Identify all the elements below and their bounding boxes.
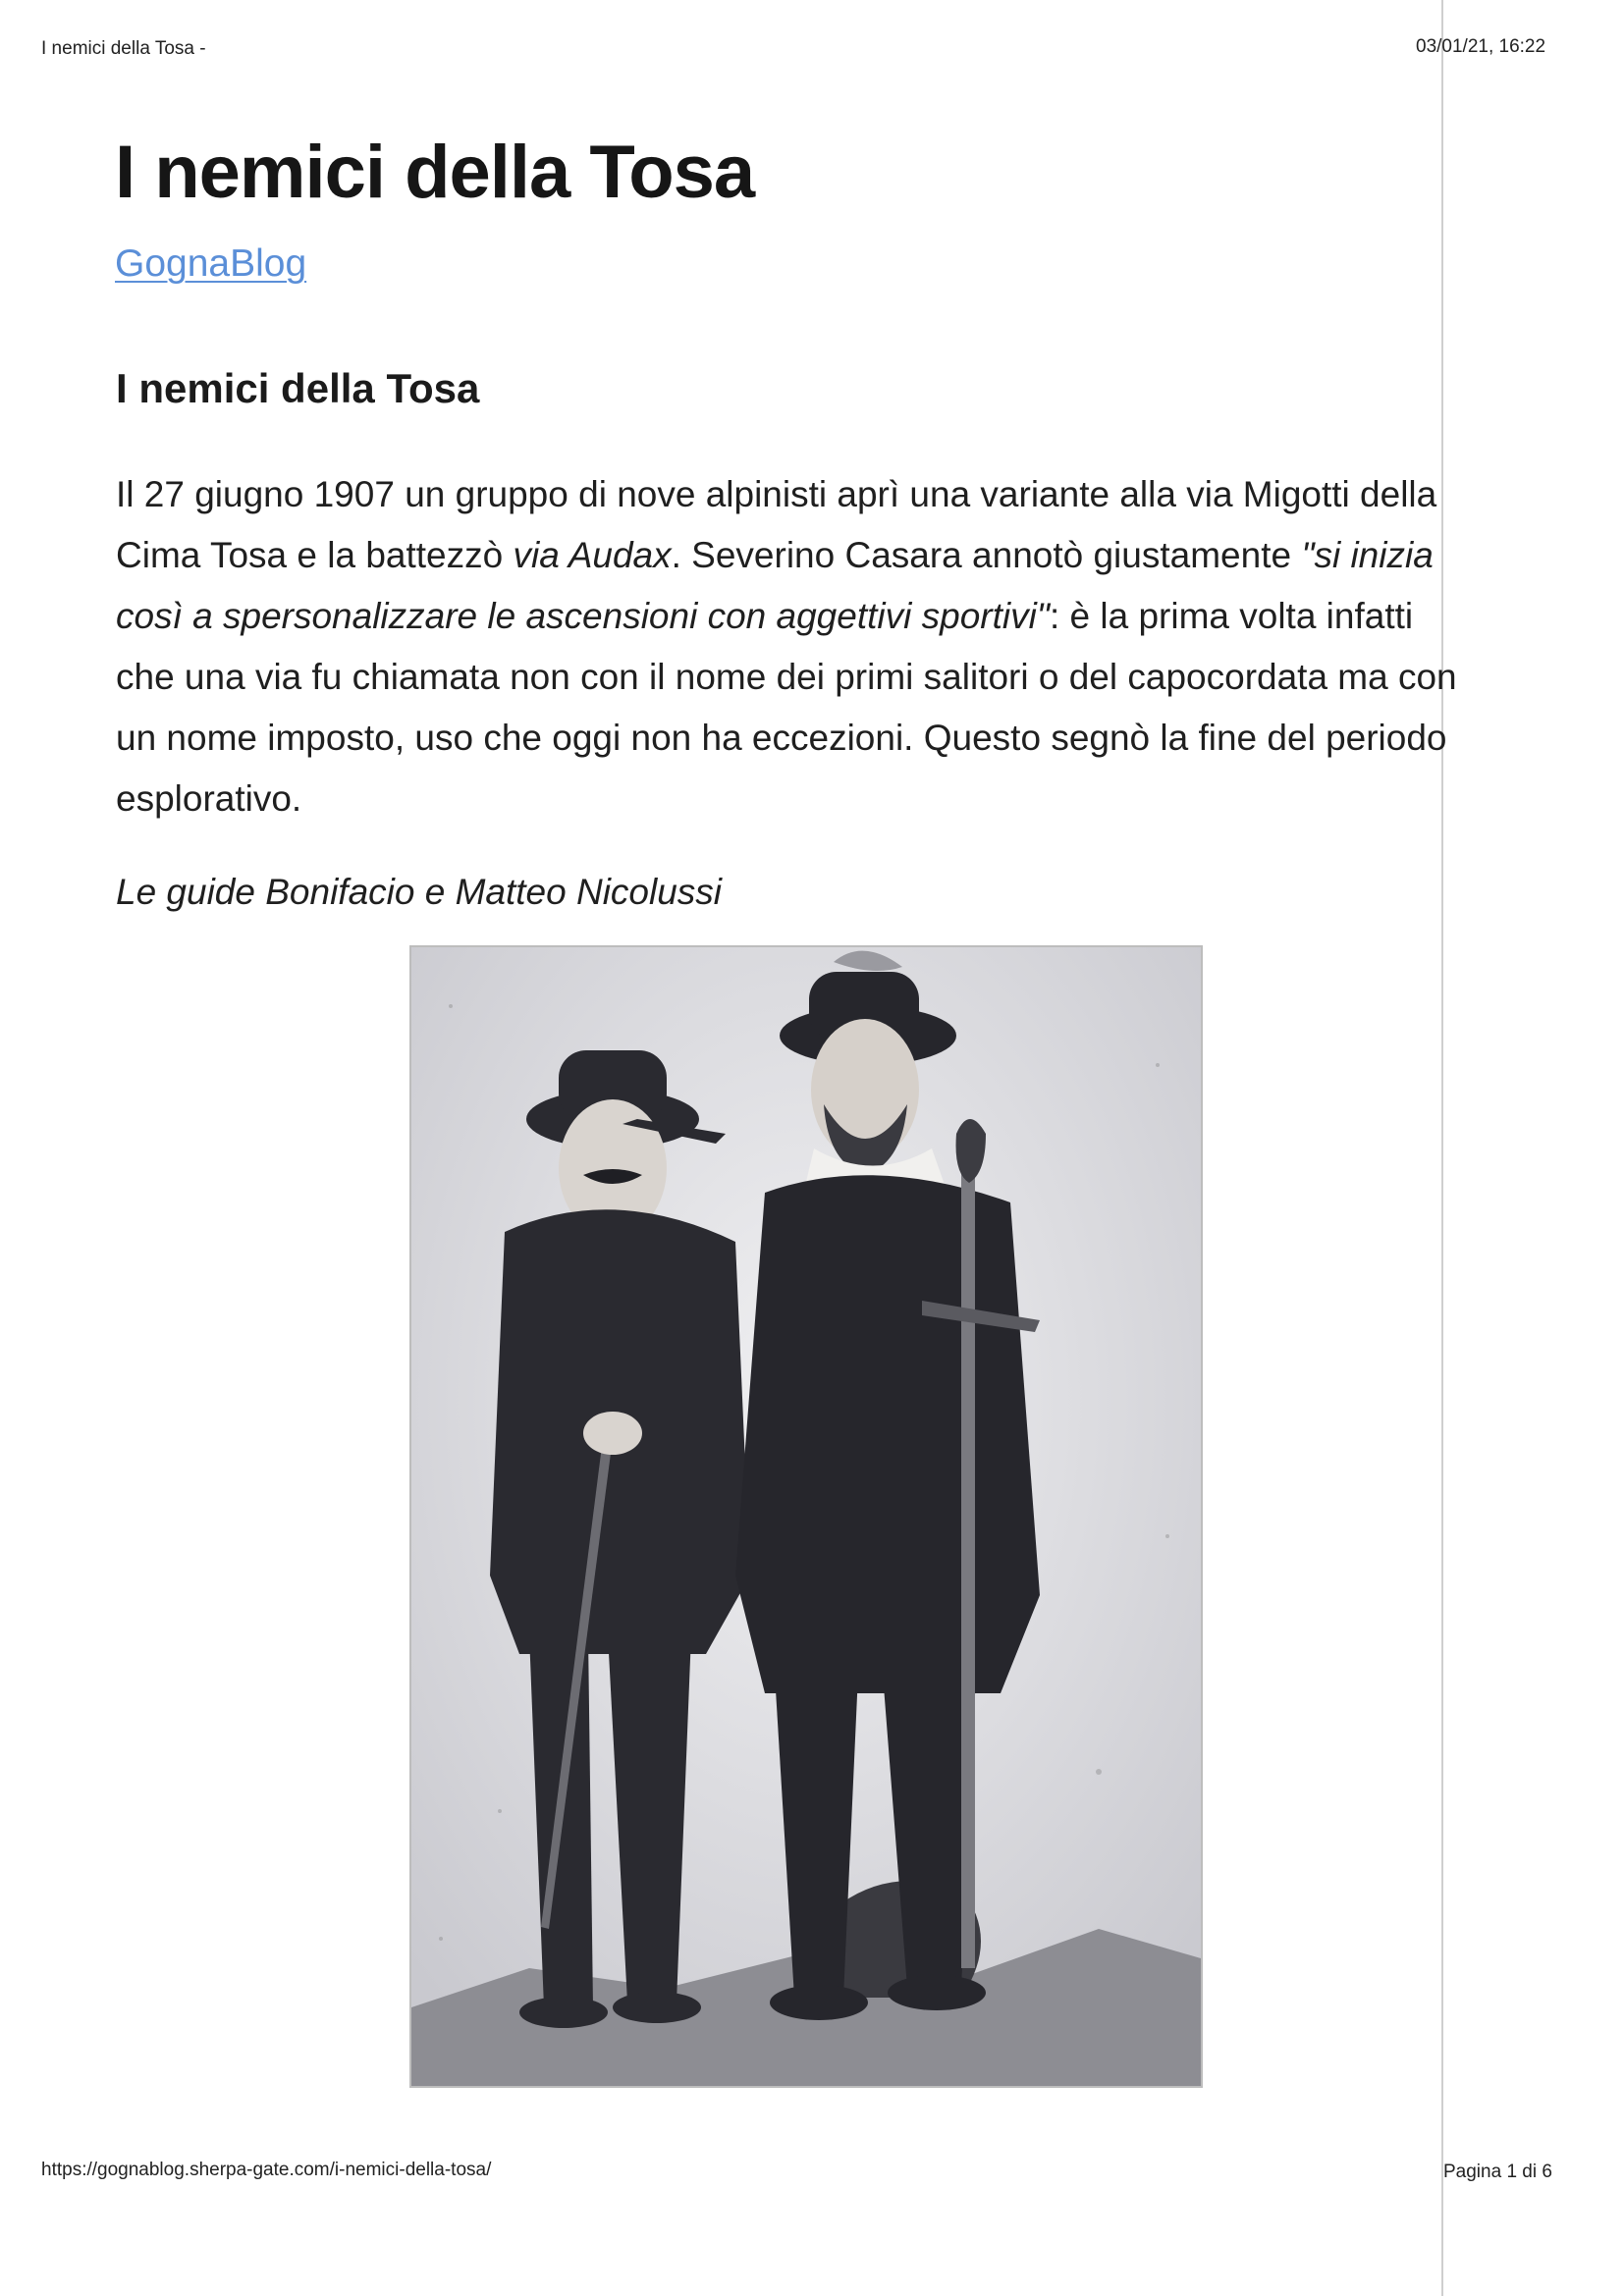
author-link[interactable]: GognaBlog bbox=[115, 242, 307, 285]
print-header-title: I nemici della Tosa - bbox=[41, 38, 206, 59]
paragraph-text-2: . Severino Casara annotò giustamente bbox=[671, 535, 1302, 575]
scan-artifact-line bbox=[1441, 0, 1443, 2296]
paragraph-emphasis-quote: "si inizia così a spersonalizzare le ascensioni con aggettivi sportivi" bbox=[116, 535, 1434, 636]
print-footer-page-number: Pagina 1 di 6 bbox=[1443, 2162, 1552, 2182]
article-paragraph bbox=[116, 464, 1481, 829]
paragraph-text-3: : è la prima volta infatti che una via fu chiamata non con il nome dei primi salitori o del capocordata ma con un nome imposto, uso che oggi non ha eccezioni. Questo segnò la fine del periodo esplorativo. bbox=[116, 596, 1457, 819]
article-subheading: I nemici della Tosa bbox=[116, 365, 480, 411]
paragraph-text-1: Il 27 giugno 1907 un gruppo di nove alpinisti aprì una variante alla via Migotti della Cima Tosa e la battezzò bbox=[116, 474, 1437, 575]
print-header-datetime: 03/01/21, 16:22 bbox=[1416, 36, 1546, 57]
photo-caption: Le guide Bonifacio e Matteo Nicolussi bbox=[116, 872, 723, 912]
print-footer-url: https://gognablog.sherpa-gate.com/i-nemici-della-tosa/ bbox=[41, 2160, 492, 2180]
historic-photo bbox=[409, 945, 1203, 2088]
photo-guides-icon bbox=[411, 947, 1201, 2086]
paragraph-emphasis-route: via Audax bbox=[513, 535, 672, 575]
article-title: I nemici della Tosa bbox=[115, 131, 755, 214]
